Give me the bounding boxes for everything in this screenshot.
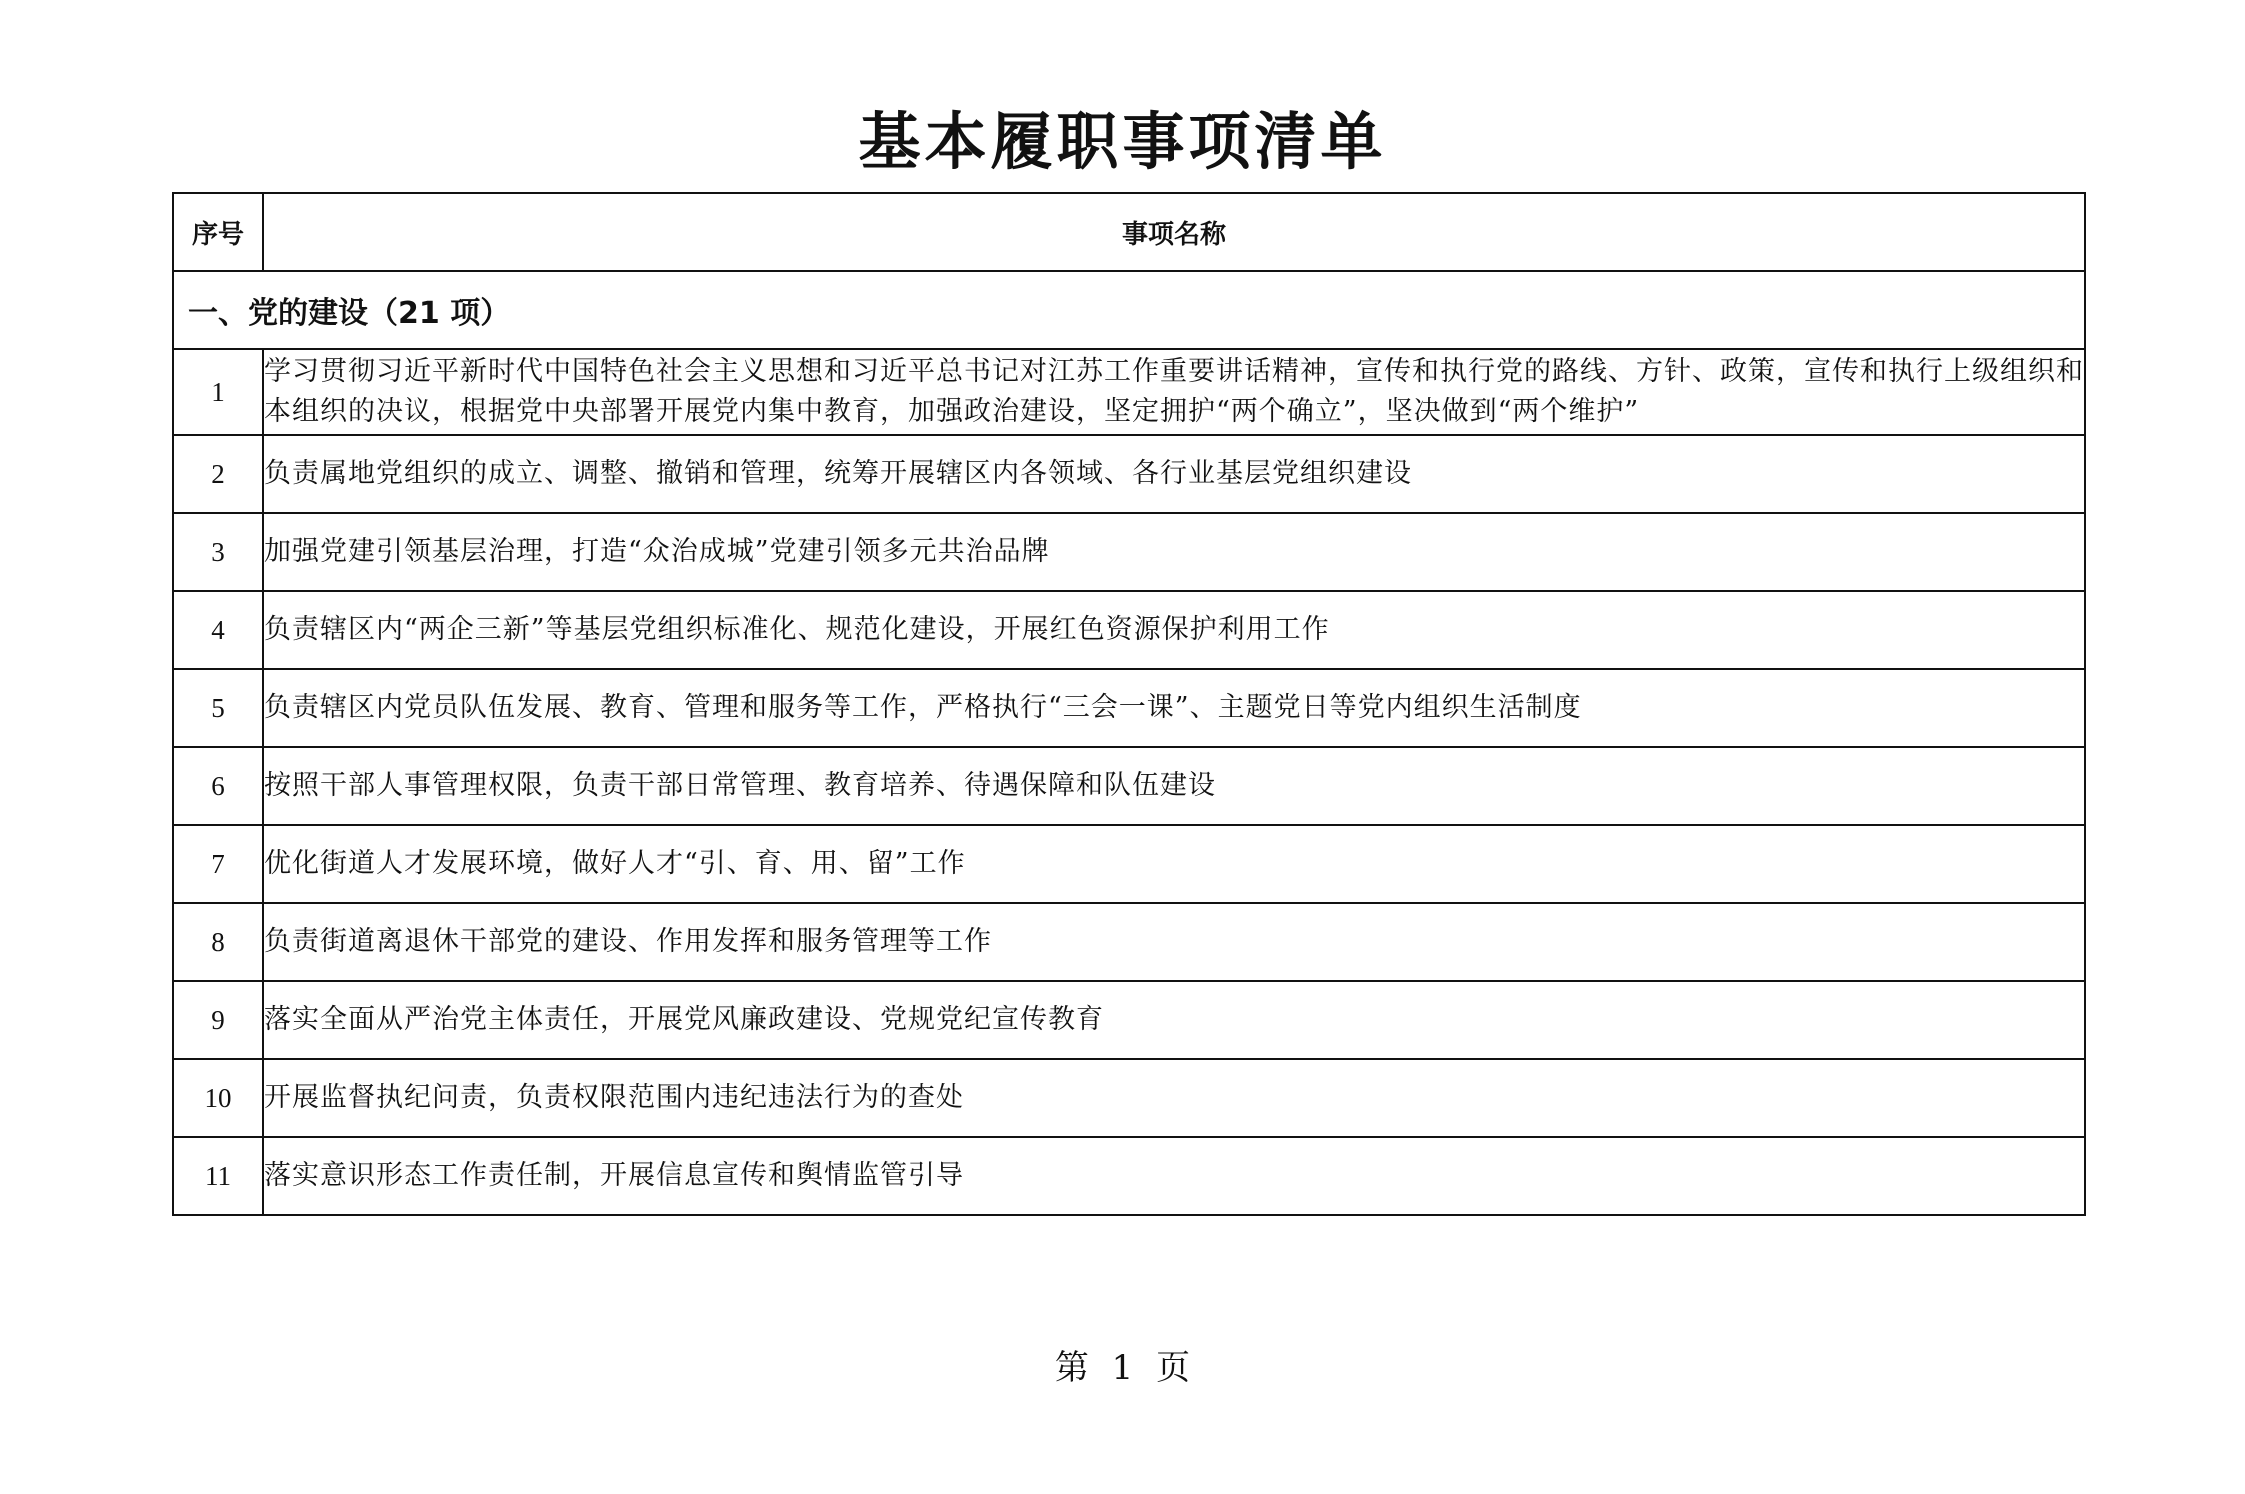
row-number: 2 (173, 435, 263, 513)
page-suffix: 页 (1156, 1348, 1191, 1388)
table-row (173, 591, 2085, 669)
table-row (173, 669, 2085, 747)
duties-table (172, 192, 2086, 1216)
table-row (173, 349, 2085, 435)
row-item-name: 负责街道离退休干部党的建设、作用发挥和服务管理等工作 (263, 903, 2085, 981)
table-row (173, 903, 2085, 981)
header-serial-number: 序号 (173, 193, 263, 271)
document-title: 基本履职事项清单 (858, 105, 1387, 178)
table-row (173, 981, 2085, 1059)
table-row (173, 435, 2085, 513)
row-item-name: 加强党建引领基层治理，打造“众治成城”党建引领多元共治品牌 (263, 513, 2085, 591)
row-item-name: 开展监督执纪问责，负责权限范围内违纪违法行为的查处 (263, 1059, 2085, 1137)
page-number: 1 (1111, 1348, 1134, 1388)
row-number: 10 (173, 1059, 263, 1137)
row-number: 1 (173, 349, 263, 435)
row-item-name: 按照干部人事管理权限，负责干部日常管理、教育培养、待遇保障和队伍建设 (263, 747, 2085, 825)
table-header-row (173, 193, 2085, 271)
table-row (173, 825, 2085, 903)
section-row-party-building (173, 271, 2085, 349)
row-item-name: 落实全面从严治党主体责任，开展党风廉政建设、党规党纪宣传教育 (263, 981, 2085, 1059)
row-number: 4 (173, 591, 263, 669)
row-number: 3 (173, 513, 263, 591)
row-number: 7 (173, 825, 263, 903)
row-number: 8 (173, 903, 263, 981)
row-item-name: 负责属地党组织的成立、调整、撤销和管理，统筹开展辖区内各领域、各行业基层党组织建设 (263, 435, 2085, 513)
header-item-name: 事项名称 (263, 193, 2085, 271)
row-item-name: 学习贯彻习近平新时代中国特色社会主义思想和习近平总书记对江苏工作重要讲话精神，宣传和执行党的路线、方针、政策，宣传和执行上级组织和本组织的决议，根据党中央部署开展党内集中教育，加强政治建设，坚定拥护“两个确立”，坚决做到“两个维护” (263, 349, 2085, 435)
row-number: 6 (173, 747, 263, 825)
row-item-name: 落实意识形态工作责任制，开展信息宣传和舆情监管引导 (263, 1137, 2085, 1215)
row-item-name: 负责辖区内党员队伍发展、教育、管理和服务等工作，严格执行“三会一课”、主题党日等党内组织生活制度 (263, 669, 2085, 747)
section-title: 一、党的建设（21 项） (173, 271, 2085, 349)
page-prefix: 第 (1054, 1348, 1089, 1388)
page-footer (0, 1346, 2245, 1390)
table-row (173, 747, 2085, 825)
row-item-name: 负责辖区内“两企三新”等基层党组织标准化、规范化建设，开展红色资源保护利用工作 (263, 591, 2085, 669)
table-row (173, 513, 2085, 591)
table-row (173, 1137, 2085, 1215)
table-row (173, 1059, 2085, 1137)
row-item-name: 优化街道人才发展环境，做好人才“引、育、用、留”工作 (263, 825, 2085, 903)
row-number: 5 (173, 669, 263, 747)
row-number: 9 (173, 981, 263, 1059)
row-number: 11 (173, 1137, 263, 1215)
